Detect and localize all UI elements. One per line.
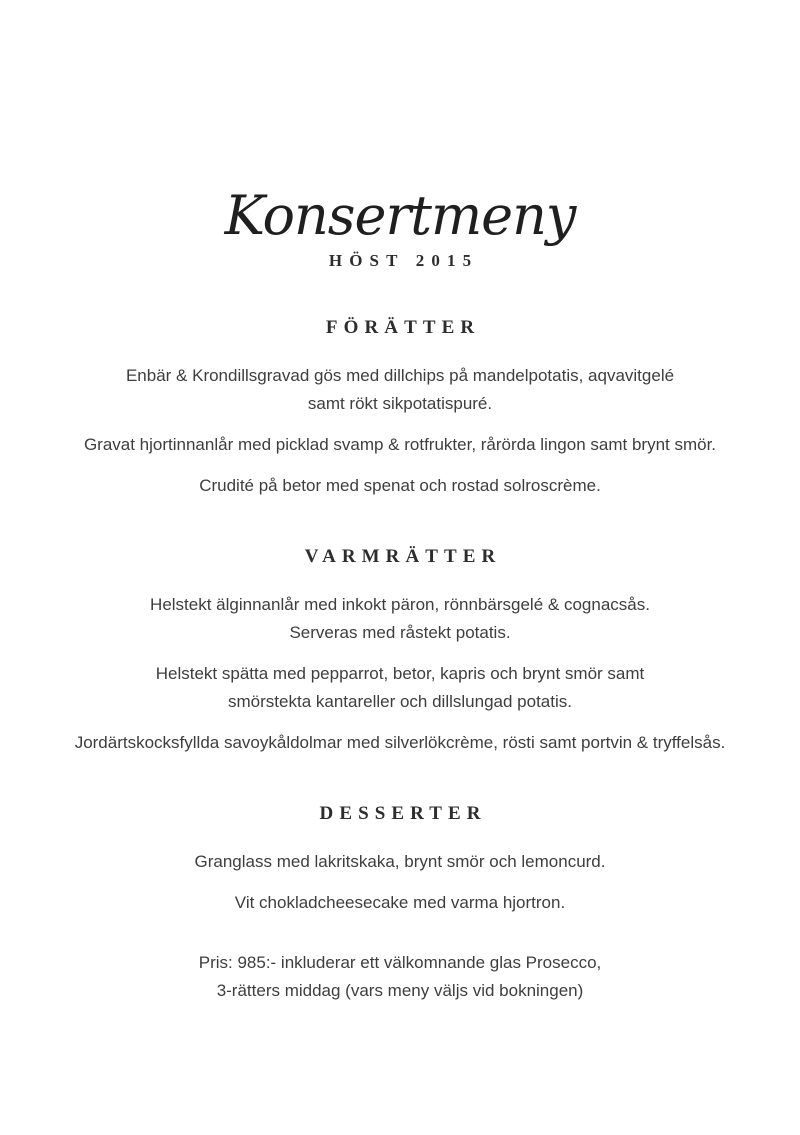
menu-item-line: smörstekta kantareller och dillslungad potatis. [228,691,572,711]
section-varmratter [0,546,800,757]
menu-item [50,660,750,716]
menu-item-line: Granglass med lakritskaka, brynt smör och lemoncurd. [194,851,606,871]
menu-item-line: Helstekt älginnanlår med inkokt päron, rönnbärsgelé & cognacsås. [150,594,650,614]
menu-item [50,848,750,876]
price-note-line: 3-rätters middag (vars meny väljs vid bokningen) [216,980,584,1000]
menu-subtitle: HÖST 2015 [328,250,479,270]
menu-item [50,431,750,459]
menu-item [50,362,750,418]
section-heading-varmratter: VARMRÄTTER [304,545,502,567]
menu-item-line: samt rökt sikpotatispuré. [307,393,493,413]
menu-item [50,472,750,500]
menu-title: Konsertmeny [224,184,576,247]
menu-item-line: Gravat hjortinnanlår med picklad svamp & rotfrukter, rårörda lingon samt brynt smör. [83,434,717,454]
menu-item-line: Crudité på betor med spenat och rostad solroscrème. [199,475,601,495]
section-forratter [0,317,800,500]
section-heading-forratter: FÖRÄTTER [325,316,481,338]
menu-item [50,729,750,757]
menu-item [50,591,750,647]
menu-item [50,889,750,917]
section-desserter [0,803,800,917]
section-heading-desserter: DESSERTER [319,802,487,824]
menu-item-line: Helstekt spätta med pepparrot, betor, kapris och brynt smör samt [155,663,645,683]
price-note-line: Pris: 985:- inkluderar ett välkomnande glas Prosecco, [198,952,602,972]
price-note [0,949,800,1005]
menu-item-line: Jordärtskocksfyllda savoykåldolmar med silverlökcrème, rösti samt portvin & tryffelsås. [74,732,726,752]
menu-item-line: Serveras med råstekt potatis. [289,622,511,642]
menu-item-line: Vit chokladcheesecake med varma hjortron. [234,892,566,912]
menu-item-line: Enbär & Krondillsgravad gös med dillchips på mandelpotatis, aqvavitgelé [125,365,675,385]
